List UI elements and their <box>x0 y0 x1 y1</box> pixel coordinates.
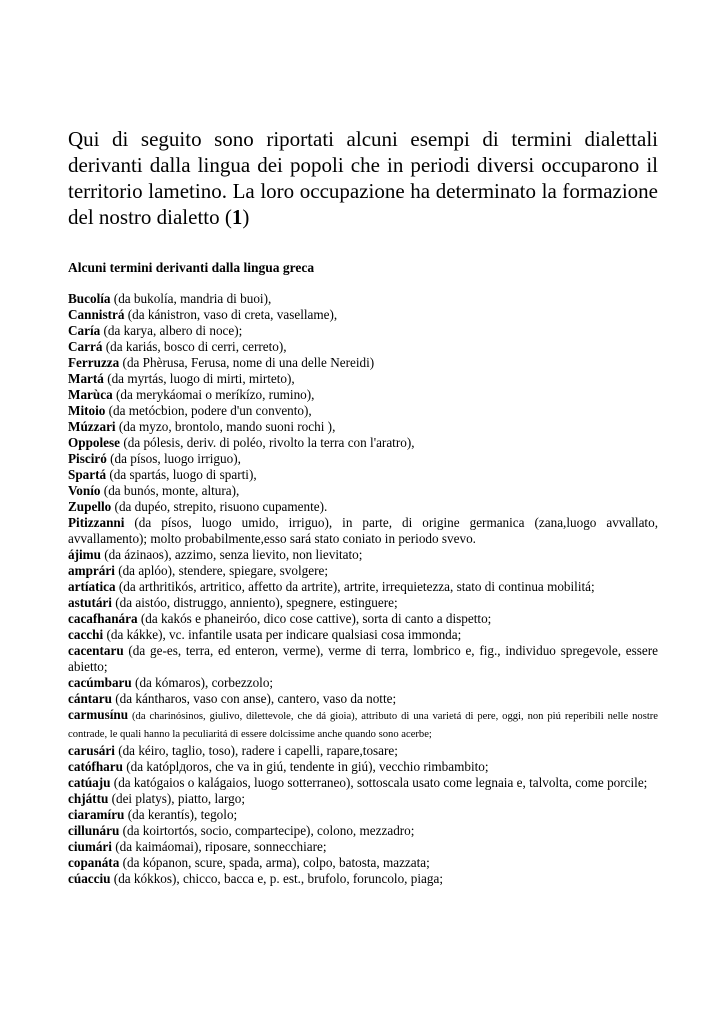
term-word: Marùca <box>68 387 113 402</box>
term-word: chjáttu <box>68 791 109 806</box>
term-word: ájimu <box>68 547 101 562</box>
term-word: amprári <box>68 563 115 578</box>
term-entry <box>68 467 658 483</box>
term-entry <box>68 807 658 823</box>
term-definition: (da Phèrusa, Ferusa, nome di una delle Nereidi) <box>119 355 375 370</box>
term-entry <box>68 691 658 707</box>
term-entry <box>68 707 658 743</box>
term-definition: (dei platys), piatto, largo; <box>108 791 246 806</box>
term-word: Pitizzanni <box>68 515 125 530</box>
intro-paragraph <box>68 126 658 230</box>
term-definition: (da kókkos), chicco, bacca e, p. est., brufolo, foruncolo, piaga; <box>110 871 444 886</box>
intro-close: ) <box>242 205 250 229</box>
term-entry <box>68 403 658 419</box>
term-word: cúacciu <box>68 871 111 886</box>
term-entry <box>68 643 658 675</box>
term-word: carusári <box>68 743 115 758</box>
term-definition: (da spartás, luogo di sparti), <box>106 467 257 482</box>
term-definition: (da katógaios o kalágaios, luogo sotterraneo), sottoscala usato come legnaia e, talvolta, come porcile; <box>110 775 648 790</box>
term-word: Múzzari <box>68 419 116 434</box>
term-word: Vonío <box>68 483 101 498</box>
term-definition: (da bukolía, mandria di buoi), <box>110 291 272 306</box>
term-entry <box>68 419 658 435</box>
term-word: Bucolía <box>68 291 111 306</box>
section-heading: Alcuni termini derivanti dalla lingua greca <box>68 260 315 275</box>
term-entry <box>68 611 658 627</box>
term-definition: (da bunós, monte, altura), <box>100 483 240 498</box>
term-entry <box>68 483 658 499</box>
term-entry <box>68 627 658 643</box>
term-definition: (da ge-es, terra, ed enteron, verme), verme di terra, lombrico e, fig., individuo spregevole, essere abietto; <box>68 643 658 674</box>
term-word: carmusínu <box>68 707 129 722</box>
term-definition: (da kánistron, vaso di creta, vasellame), <box>124 307 338 322</box>
term-word: Spartá <box>68 467 107 482</box>
term-entry <box>68 307 658 323</box>
term-word: Oppolese <box>68 435 121 450</box>
term-entry <box>68 339 658 355</box>
term-entry <box>68 595 658 611</box>
term-definition: (da kópanon, scure, spada, arma), colpo, batosta, mazzata; <box>119 855 430 870</box>
term-word: Caría <box>68 323 101 338</box>
term-definition: (da kariás, bosco di cerri, cerreto), <box>102 339 287 354</box>
term-word: Martá <box>68 371 104 386</box>
term-definition: (da charinósinos, giulivo, dilettevole, che dá gioia), attributo di una varietá di pere, oggi, non piú reperibili nelle nostre contrade, le quali hanno la peculiaritá di essere dolcissime anche quando sono acerbe; <box>68 711 658 740</box>
term-definition: (da kántharos, vaso con anse), cantero, vaso da notte; <box>111 691 397 706</box>
term-definition: (da myzo, brontolo, mando suoni rochi ), <box>115 419 336 434</box>
term-word: cacchi <box>68 627 104 642</box>
term-entry <box>68 775 658 791</box>
term-definition: (da písos, luogo umido, irriguo), in parte, di origine germanica (zana,luogo avvallato, avvallamento); molto probabilmente,esso sará stato coniato in periodo svevo. <box>68 515 658 546</box>
term-definition: (da aistóo, distruggo, anniento), spegnere, estinguere; <box>111 595 398 610</box>
term-word: copanáta <box>68 855 120 870</box>
term-entry <box>68 291 658 307</box>
term-definition: (da dupéo, strepito, risuono cupamente). <box>111 499 328 514</box>
term-word: cacafhanára <box>68 611 138 626</box>
term-definition: (da myrtás, luogo di mirti, mirteto), <box>103 371 295 386</box>
term-definition: (da kéiro, taglio, toso), radere i capelli, rapare,tosare; <box>114 743 398 758</box>
term-definition: (da kákke), vc. infantile usata per indicare qualsiasi cosa immonda; <box>103 627 462 642</box>
term-definition: (da kerantís), tegolo; <box>124 807 238 822</box>
term-entry <box>68 579 658 595</box>
term-word: artíatica <box>68 579 116 594</box>
term-definition: (da kómaros), corbezzolo; <box>131 675 274 690</box>
term-entry <box>68 855 658 871</box>
term-entry <box>68 839 658 855</box>
term-word: astutári <box>68 595 112 610</box>
term-entry <box>68 823 658 839</box>
term-entry <box>68 323 658 339</box>
term-definition: (da kakós e phaneiróo, dico cose cattive), sorta di canto a dispetto; <box>137 611 492 626</box>
term-entry <box>68 451 658 467</box>
term-word: cántaru <box>68 691 112 706</box>
term-entry <box>68 759 658 775</box>
term-definition: (da kaimáomai), riposare, sonnecchiare; <box>111 839 327 854</box>
term-list <box>68 291 658 887</box>
term-definition: (da karya, albero di noce); <box>100 323 243 338</box>
term-word: cillunáru <box>68 823 120 838</box>
term-definition: (da aplóo), stendere, spiegare, svolgere; <box>114 563 329 578</box>
term-definition: (da koirtortós, socio, compartecipe), colono, mezzadro; <box>119 823 415 838</box>
term-word: cacentaru <box>68 643 124 658</box>
term-word: Zupello <box>68 499 112 514</box>
term-entry <box>68 547 658 563</box>
term-word: catófharu <box>68 759 123 774</box>
term-word: Ferruzza <box>68 355 120 370</box>
term-entry <box>68 435 658 451</box>
term-definition: (da arthritikós, artritico, affetto da artrite), artrite, irrequietezza, stato di continua mobilitá; <box>115 579 595 594</box>
term-definition: (da metócbion, podere d'un convento), <box>105 403 312 418</box>
term-entry <box>68 371 658 387</box>
term-entry <box>68 743 658 759</box>
intro-text: Qui di seguito sono riportati alcuni esempi di termini dialettali derivanti dalla lingua dei popoli che in periodi diversi occuparono il territorio lametino. La loro occupazione ha determinato la formazione del nostro dialetto ( <box>68 127 658 229</box>
term-entry <box>68 355 658 371</box>
term-definition: (da katóplдoros, che va in giú, tendente in giú), vecchio rimbambito; <box>122 759 489 774</box>
term-entry <box>68 499 658 515</box>
term-word: Mitoio <box>68 403 106 418</box>
term-word: catúaju <box>68 775 111 790</box>
term-entry <box>68 387 658 403</box>
term-word: ciaramíru <box>68 807 125 822</box>
term-entry <box>68 675 658 691</box>
term-definition: (da ázinaos), azzimo, senza lievito, non lievitato; <box>100 547 363 562</box>
term-word: Cannistrá <box>68 307 125 322</box>
term-word: ciumári <box>68 839 112 854</box>
term-definition: (da pólesis, deriv. di poléo, rivolto la terra con l'aratro), <box>120 435 415 450</box>
term-entry <box>68 515 658 547</box>
term-word: cacúmbaru <box>68 675 132 690</box>
term-word: Carrá <box>68 339 103 354</box>
term-word: Pisciró <box>68 451 107 466</box>
term-entry <box>68 871 658 887</box>
term-definition: (da písos, luogo irriguo), <box>106 451 241 466</box>
footnote-marker[interactable]: 1 <box>231 205 243 229</box>
term-entry <box>68 563 658 579</box>
term-definition: (da merykáomai o meríkízo, rumino), <box>112 387 315 402</box>
term-entry <box>68 791 658 807</box>
